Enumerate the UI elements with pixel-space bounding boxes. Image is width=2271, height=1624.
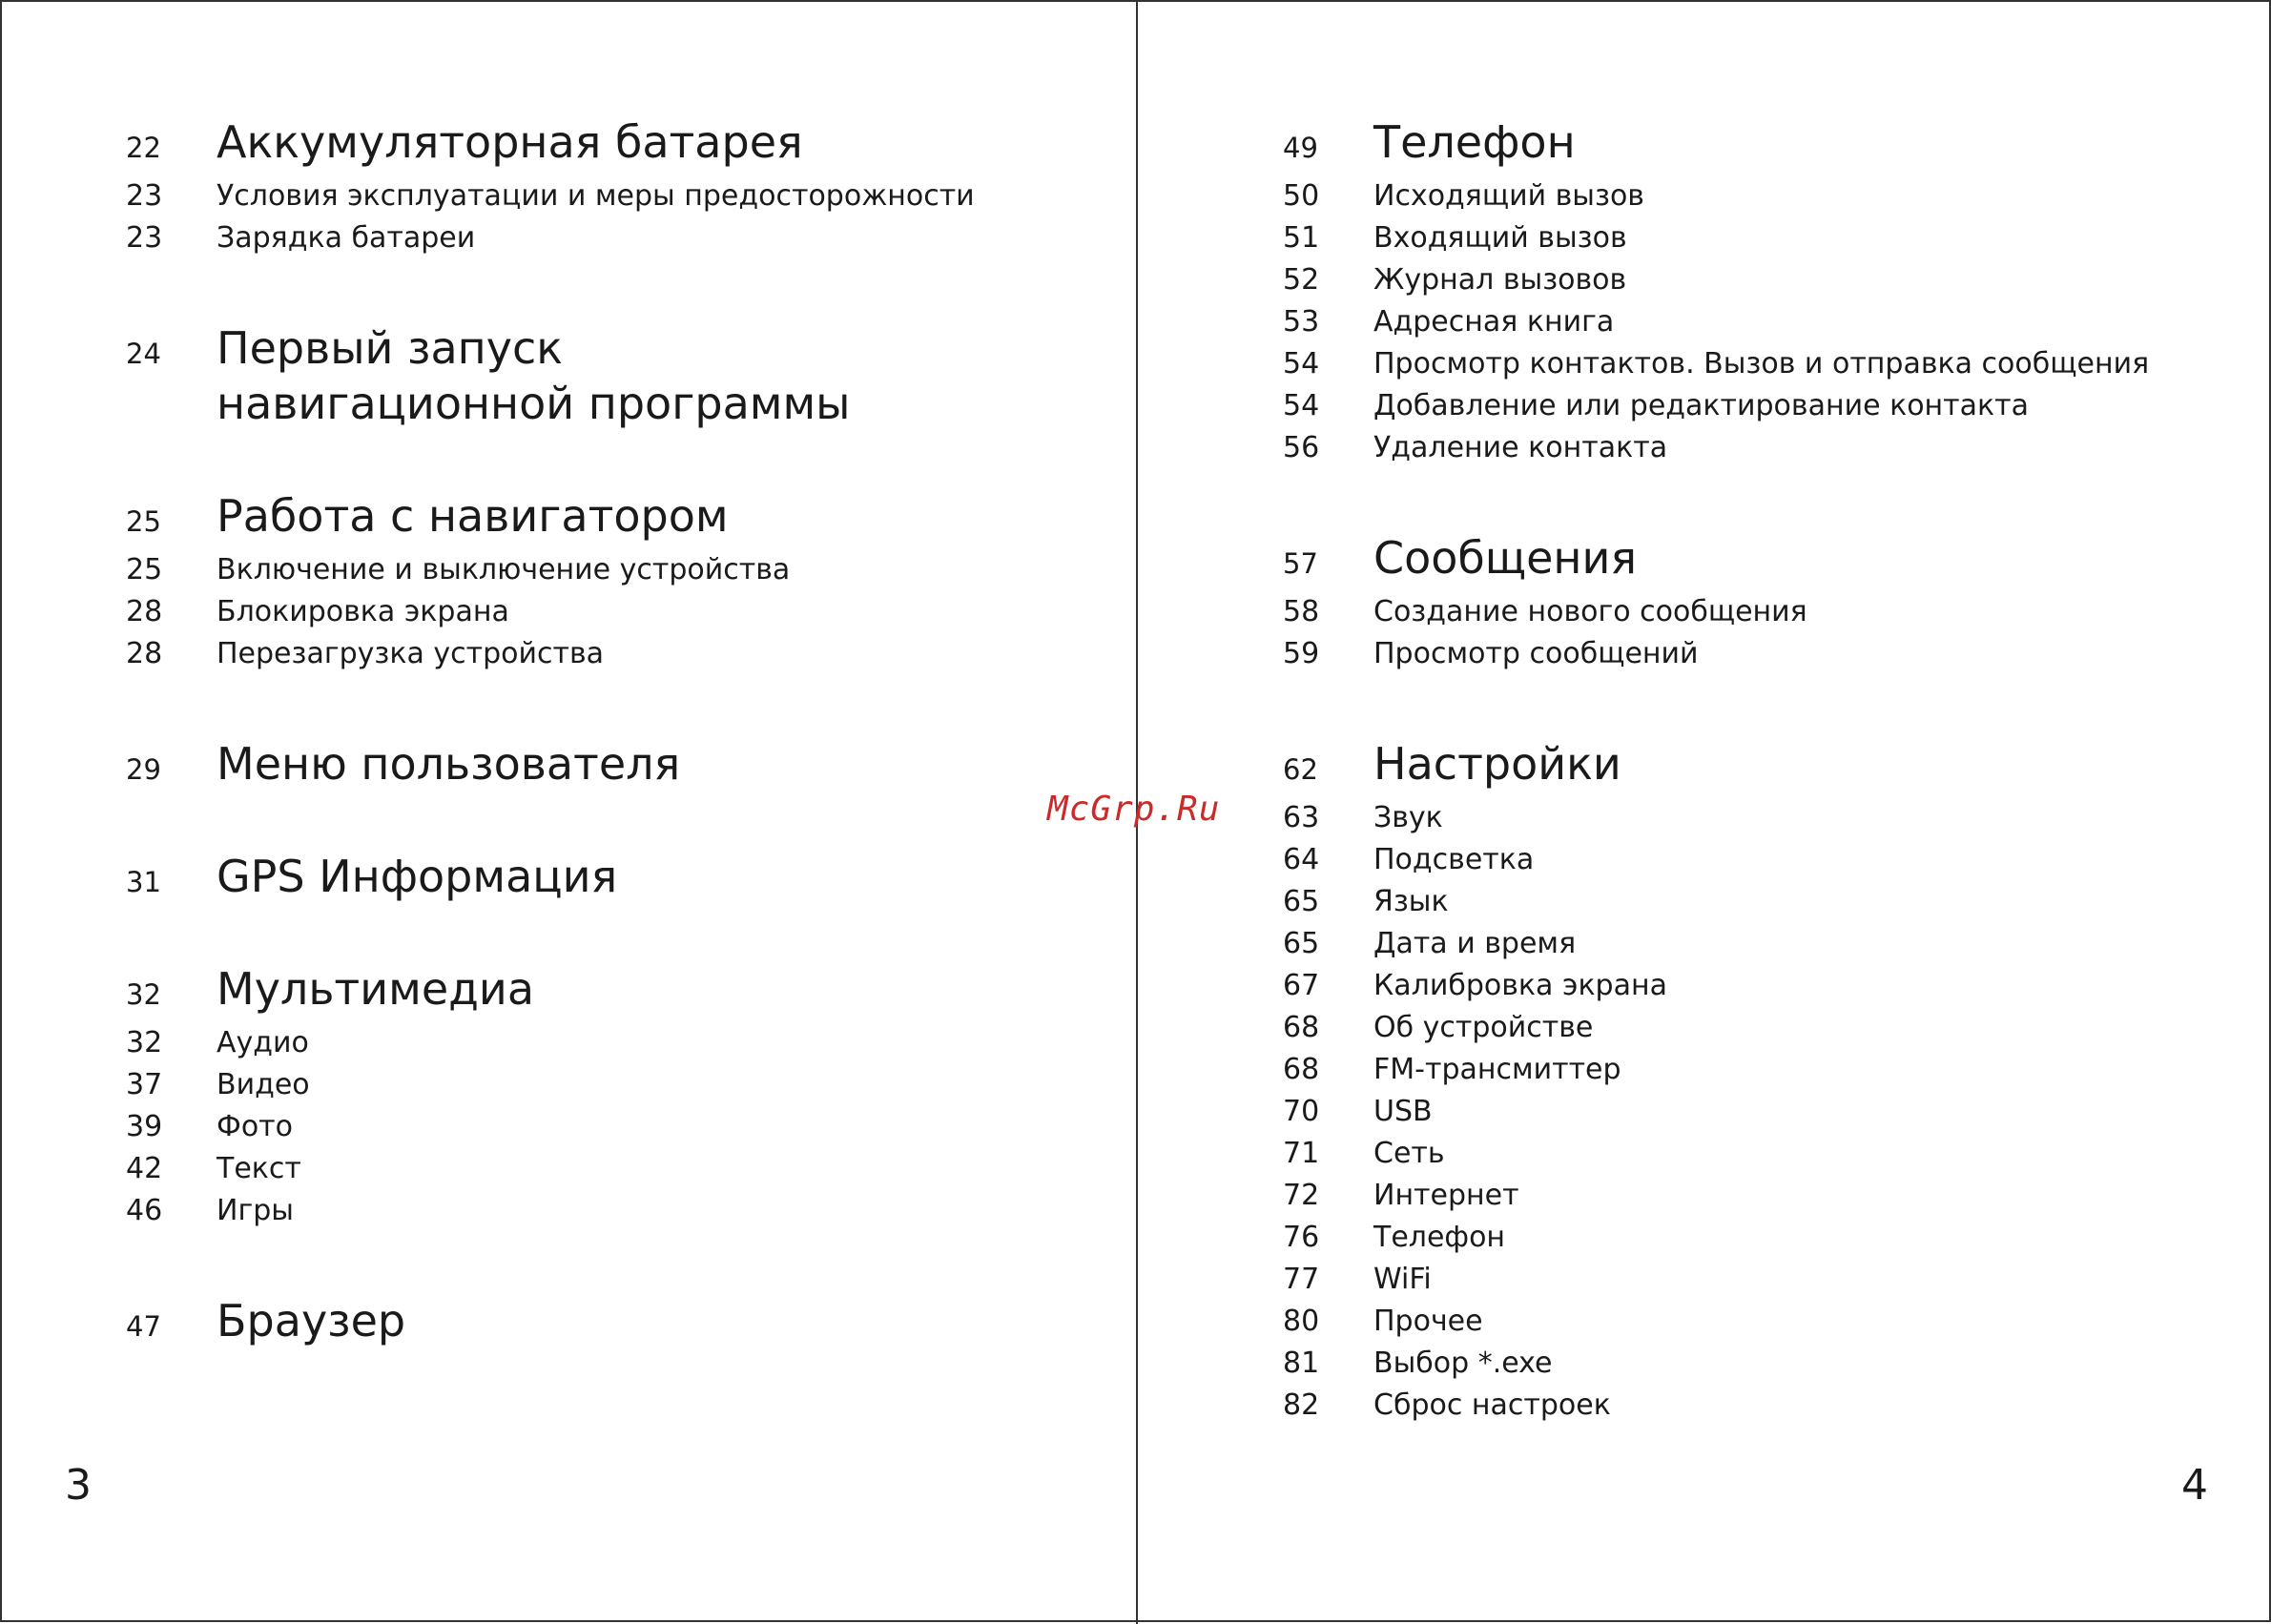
section-title: Аккумуляторная батарея: [217, 116, 803, 168]
section-heading: [1283, 114, 2149, 170]
watermark: McGrp.Ru: [1047, 790, 1221, 829]
entry-page-number: 72: [1283, 1179, 1320, 1212]
section-page-number: 29: [126, 753, 161, 786]
entry-title: USB: [1373, 1095, 1433, 1128]
toc-entry: [1283, 347, 2149, 389]
entry-title: Адресная книга: [1373, 305, 1615, 339]
entry-title: Прочее: [1373, 1305, 1483, 1338]
entry-title: Сброс настроек: [1373, 1388, 1611, 1422]
section-title: Работа с навигатором: [217, 490, 729, 542]
toc-entry: [1283, 1263, 2149, 1305]
toc-entry: [1283, 1137, 2149, 1179]
toc-entry: [1283, 801, 2149, 843]
entry-title: Зарядка батареи: [217, 221, 476, 255]
toc-entry: [1283, 1305, 2149, 1346]
entry-page-number: 65: [1283, 927, 1320, 960]
toc-entry: [126, 221, 975, 263]
toc-entry: [1283, 1179, 2149, 1221]
entry-title: Выбор *.exe: [1373, 1346, 1553, 1380]
toc-entry: [1283, 1221, 2149, 1263]
entry-page-number: 54: [1283, 389, 1320, 422]
entry-page-number: 25: [126, 553, 163, 586]
entry-title: Подсветка: [1373, 843, 1535, 876]
entry-page-number: 46: [126, 1194, 163, 1227]
entry-title: Фото: [217, 1110, 294, 1143]
section-page-number: 25: [126, 505, 161, 538]
entry-title: Игры: [217, 1194, 294, 1227]
entry-title: Калибровка экрана: [1373, 969, 1667, 1002]
toc-entry: [1283, 595, 2149, 637]
entry-page-number: 53: [1283, 305, 1320, 339]
section-page-number: 22: [126, 132, 161, 164]
toc-section: [1283, 114, 2149, 473]
entry-page-number: 71: [1283, 1137, 1320, 1170]
toc-entry: [1283, 885, 2149, 927]
left-toc: [126, 114, 975, 1406]
entry-page-number: 32: [126, 1026, 163, 1059]
toc-section: [126, 961, 975, 1236]
entry-page-number: 28: [126, 595, 163, 628]
section-page-number: 47: [126, 1310, 161, 1343]
entry-page-number: 68: [1283, 1011, 1320, 1044]
toc-entry: [1283, 637, 2149, 679]
entry-page-number: 56: [1283, 431, 1320, 464]
entry-title: Текст: [217, 1152, 301, 1185]
entry-page-number: 23: [126, 179, 163, 213]
right-page: [1138, 2, 2271, 1624]
toc-entry: [1283, 1346, 2149, 1388]
toc-entry: [126, 1068, 975, 1110]
entry-page-number: 51: [1283, 221, 1320, 255]
section-heading: [126, 320, 975, 431]
section-page-number: 49: [1283, 132, 1318, 164]
toc-entry: [126, 595, 975, 637]
entry-title: Условия эксплуатации и меры предосторожности: [217, 179, 975, 213]
toc-entry: [1283, 927, 2149, 969]
entry-page-number: 59: [1283, 637, 1320, 670]
toc-section: [1283, 736, 2149, 1430]
page-number-right: 4: [2181, 1461, 2208, 1510]
section-title: Настройки: [1373, 738, 1621, 790]
entry-list: [126, 553, 975, 679]
toc-entry: [1283, 221, 2149, 263]
entry-page-number: 76: [1283, 1221, 1320, 1254]
entry-title: FM-трансмиттер: [1373, 1053, 1621, 1086]
toc-section: [1283, 530, 2149, 679]
section-page-number: 62: [1283, 753, 1318, 786]
entry-title: Создание нового сообщения: [1373, 595, 1807, 628]
entry-title: Включение и выключение устройства: [217, 553, 791, 586]
toc-entry: [126, 553, 975, 595]
entry-page-number: 81: [1283, 1346, 1320, 1380]
entry-list: [1283, 801, 2149, 1430]
left-page: [2, 2, 1136, 1624]
entry-title: Журнал вызовов: [1373, 263, 1627, 297]
entry-page-number: 77: [1283, 1263, 1320, 1296]
section-title: Меню пользователя: [217, 738, 681, 790]
section-page-number: 31: [126, 866, 161, 898]
toc-section: [126, 736, 975, 791]
entry-title: Язык: [1373, 885, 1449, 918]
entry-title: Об устройстве: [1373, 1011, 1594, 1044]
section-page-number: 32: [126, 978, 161, 1011]
entry-page-number: 67: [1283, 969, 1320, 1002]
section-title: Первый запуск навигационной программы: [217, 322, 851, 429]
entry-title: WiFi: [1373, 1263, 1432, 1296]
section-title: Мультимедиа: [217, 963, 535, 1015]
section-heading: [126, 736, 975, 791]
entry-page-number: 82: [1283, 1388, 1320, 1422]
entry-title: Входящий вызов: [1373, 221, 1627, 255]
entry-title: Дата и время: [1373, 927, 1577, 960]
entry-page-number: 70: [1283, 1095, 1320, 1128]
section-heading: [126, 849, 975, 904]
entry-page-number: 23: [126, 221, 163, 255]
toc-entry: [126, 1152, 975, 1194]
toc-section: [126, 849, 975, 904]
section-heading: [126, 1293, 975, 1348]
entry-list: [1283, 179, 2149, 473]
right-toc: [1283, 114, 2149, 1488]
section-heading: [126, 961, 975, 1017]
entry-title: Аудио: [217, 1026, 309, 1059]
toc-entry: [1283, 179, 2149, 221]
section-heading: [1283, 530, 2149, 586]
entry-page-number: 58: [1283, 595, 1320, 628]
entry-page-number: 64: [1283, 843, 1320, 876]
section-heading: [1283, 736, 2149, 791]
entry-list: [126, 179, 975, 263]
entry-title: Звук: [1373, 801, 1443, 834]
entry-title: Телефон: [1373, 1221, 1506, 1254]
entry-title: Интернет: [1373, 1179, 1519, 1212]
toc-entry: [126, 1110, 975, 1152]
toc-entry: [1283, 1095, 2149, 1137]
toc-entry: [1283, 263, 2149, 305]
entry-title: Просмотр контактов. Вызов и отправка сообщения: [1373, 347, 2150, 380]
entry-title: Видео: [217, 1068, 310, 1101]
toc-entry: [1283, 843, 2149, 885]
toc-entry: [126, 1026, 975, 1068]
toc-entry: [126, 1194, 975, 1236]
entry-page-number: 63: [1283, 801, 1320, 834]
entry-page-number: 68: [1283, 1053, 1320, 1086]
toc-entry: [1283, 1053, 2149, 1095]
page-number-left: 3: [65, 1461, 92, 1510]
toc-entry: [1283, 389, 2149, 431]
entry-page-number: 65: [1283, 885, 1320, 918]
toc-entry: [126, 637, 975, 679]
toc-entry: [1283, 431, 2149, 473]
toc-section: [126, 1293, 975, 1348]
section-page-number: 57: [1283, 547, 1318, 580]
section-title: Телефон: [1373, 116, 1576, 168]
entry-page-number: 37: [126, 1068, 163, 1101]
entry-title: Просмотр сообщений: [1373, 637, 1699, 670]
section-title: Сообщения: [1373, 532, 1638, 584]
entry-title: Удаление контакта: [1373, 431, 1668, 464]
toc-entry: [126, 179, 975, 221]
section-heading: [126, 488, 975, 544]
entry-page-number: 28: [126, 637, 163, 670]
entry-page-number: 39: [126, 1110, 163, 1143]
entry-page-number: 54: [1283, 347, 1320, 380]
entry-title: Добавление или редактирование контакта: [1373, 389, 2030, 422]
section-title: Браузер: [217, 1295, 406, 1346]
entry-title: Блокировка экрана: [217, 595, 509, 628]
section-page-number: 24: [126, 338, 161, 370]
toc-entry: [1283, 969, 2149, 1011]
entry-title: Исходящий вызов: [1373, 179, 1644, 213]
toc-section: [126, 488, 975, 679]
entry-page-number: 50: [1283, 179, 1320, 213]
entry-list: [1283, 595, 2149, 679]
toc-entry: [1283, 1011, 2149, 1053]
section-heading: [126, 114, 975, 170]
toc-section: [126, 320, 975, 431]
toc-section: [126, 114, 975, 263]
entry-page-number: 80: [1283, 1305, 1320, 1338]
entry-title: Сеть: [1373, 1137, 1445, 1170]
entry-page-number: 52: [1283, 263, 1320, 297]
entry-list: [126, 1026, 975, 1236]
section-title: GPS Информация: [217, 851, 618, 902]
toc-entry: [1283, 1388, 2149, 1430]
toc-entry: [1283, 305, 2149, 347]
entry-page-number: 42: [126, 1152, 163, 1185]
entry-title: Перезагрузка устройства: [217, 637, 605, 670]
